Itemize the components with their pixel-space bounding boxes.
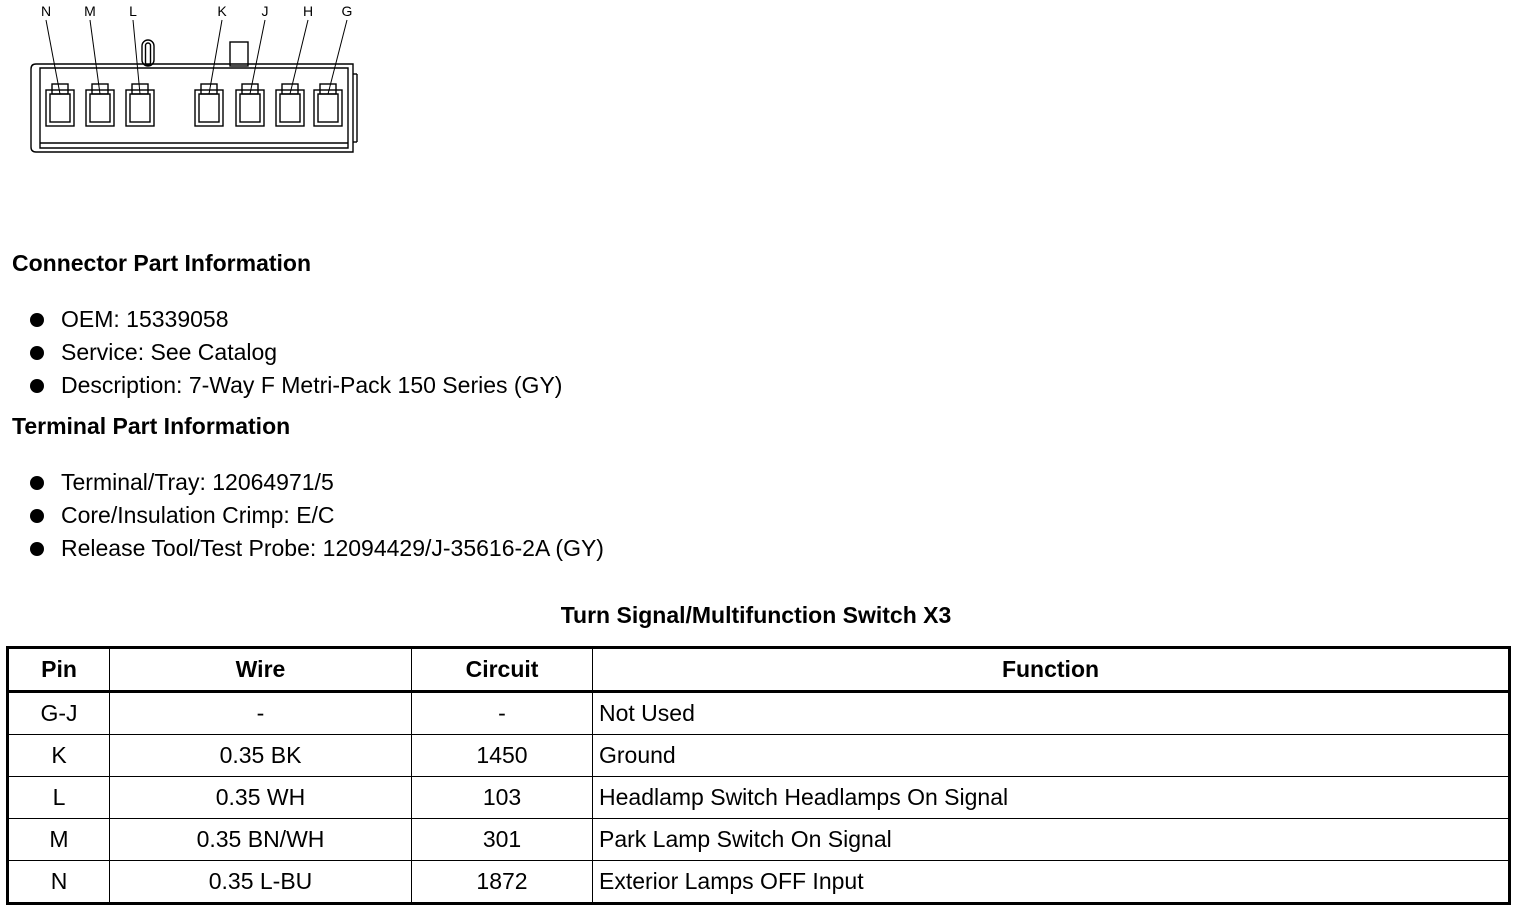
pin-cell: N: [8, 861, 110, 904]
list-item: [28, 336, 562, 369]
table-row: [8, 819, 1510, 861]
table-row: [8, 692, 1510, 735]
bullet-icon: [30, 476, 44, 490]
table-row: [8, 777, 1510, 819]
connector-housing: [31, 64, 353, 152]
terminal-part-info-list: [28, 466, 604, 565]
pin-label-k: K: [217, 3, 227, 19]
pin-label-m: M: [84, 3, 96, 19]
bullet-icon: [30, 509, 44, 523]
service-info: Service: See Catalog: [61, 339, 278, 365]
circuit-cell: 103: [412, 777, 593, 819]
circuit-cell: -: [412, 692, 593, 735]
list-item: [28, 303, 562, 336]
circuit-cell: 1450: [412, 735, 593, 777]
header-wire: Wire: [110, 648, 412, 692]
function-cell: Not Used: [593, 692, 1510, 735]
terminal-part-info-heading: Terminal Part Information: [12, 413, 291, 439]
pin-table-title: Turn Signal/Multifunction Switch X3: [560, 602, 952, 628]
circuit-cell: 301: [412, 819, 593, 861]
pin-cell: K: [8, 735, 110, 777]
leader-line-l: [133, 20, 140, 94]
pin-cell: M: [8, 819, 110, 861]
table-row: [8, 735, 1510, 777]
leader-line-g: [328, 20, 347, 94]
list-item: [28, 532, 604, 565]
function-cell: Park Lamp Switch On Signal: [593, 819, 1510, 861]
table-header-row: [8, 648, 1510, 692]
pin-label-g: G: [341, 3, 353, 19]
bullet-icon: [30, 379, 44, 393]
pin-table: [6, 646, 1511, 905]
pin-cell: L: [8, 777, 110, 819]
oem-part-number: OEM: 15339058: [61, 306, 229, 332]
connector-description: Description: 7-Way F Metri-Pack 150 Series (GY): [61, 372, 563, 398]
function-cell: Ground: [593, 735, 1510, 777]
bullet-icon: [30, 313, 44, 327]
connector-part-info-list: [28, 303, 562, 402]
wire-cell: 0.35 BK: [110, 735, 412, 777]
leader-line-n: [46, 20, 60, 94]
bullet-icon: [30, 542, 44, 556]
function-cell: Exterior Lamps OFF Input: [593, 861, 1510, 904]
pin-cell: G-J: [8, 692, 110, 735]
release-tool: Release Tool/Test Probe: 12094429/J-35616-2A (GY): [61, 535, 604, 561]
circuit-cell: 1872: [412, 861, 593, 904]
list-item: [28, 499, 604, 532]
leader-line-k: [209, 20, 222, 94]
connector-face-diagram: [0, 0, 370, 160]
wire-cell: 0.35 WH: [110, 777, 412, 819]
connector-latch: [142, 40, 154, 66]
header-function: Function: [593, 648, 1510, 692]
crimp-info: Core/Insulation Crimp: E/C: [61, 502, 335, 528]
bullet-icon: [30, 346, 44, 360]
list-item: [28, 466, 604, 499]
table-row: [8, 861, 1510, 904]
connector-key: [230, 42, 248, 66]
wire-cell: 0.35 L-BU: [110, 861, 412, 904]
wire-cell: -: [110, 692, 412, 735]
pin-label-j: J: [261, 3, 269, 19]
leader-line-h: [290, 20, 308, 94]
header-pin: Pin: [8, 648, 110, 692]
list-item: [28, 369, 562, 402]
terminal-tray: Terminal/Tray: 12064971/5: [61, 469, 334, 495]
leader-line-j: [250, 20, 265, 94]
leader-line-m: [90, 20, 100, 94]
header-circuit: Circuit: [412, 648, 593, 692]
pin-label-n: N: [40, 3, 52, 19]
wire-cell: 0.35 BN/WH: [110, 819, 412, 861]
function-cell: Headlamp Switch Headlamps On Signal: [593, 777, 1510, 819]
pin-label-h: H: [302, 3, 314, 19]
pin-label-l: L: [129, 3, 137, 19]
connector-part-info-heading: Connector Part Information: [12, 250, 312, 276]
